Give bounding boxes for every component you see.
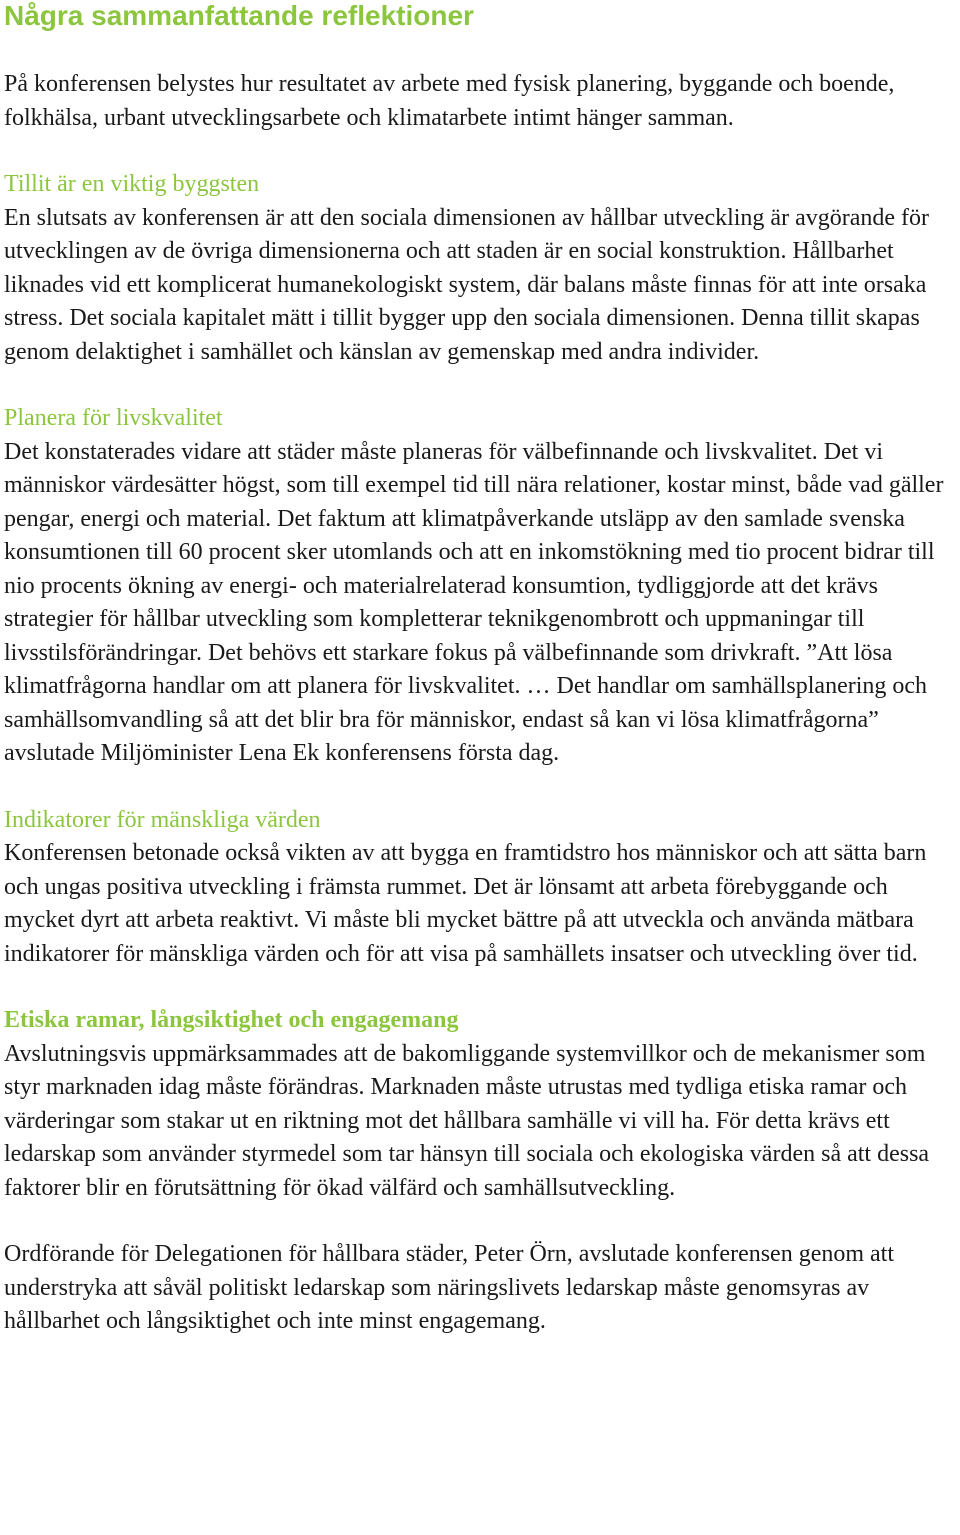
section-body-livskvalitet: Det konstaterades vidare att städer måste planeras för välbefinnande och livskvalitet. Det vi människor värdesätter högst, som till exempel tid till nära relationer, kostar minst, både vad gäller pengar, energi och material. Det faktum att klimatpåverkande utsläpp av den samlade svenska konsumtionen till 60 procent sker utomlands och att en inkomstökning med tio procent bidrar till nio procents ökning av energi- och materialrelaterad konsumtion, tydliggjorde att det krävs strategier för hållbar utveckling som kompletterar teknikgenombrott och uppmaningar till livsstilsförändringar. Det behövs ett starkare fokus på välbefinnande som drivkraft. ”Att lösa klimatfrågorna handlar om att planera för livskvalitet. … Det handlar om samhällsplanering och samhällsomvandling så att det blir bra för människor, endast så kan vi lösa klimatfrågorna” avslutade Miljöminister Lena Ek konferensens första dag. xyxy=(4,438,944,766)
section-body-tillit: En slutsats av konferensen är att den sociala dimensionen av hållbar utveckling är avgörande för utvecklingen av de övriga dimensionerna och att staden är en social konstruktion. Hållbarhet liknades vid ett komplicerat humanekologiskt system, där balans måste finnas för att inte orsaka stress. Det sociala kapitalet mätt i tillit bygger upp den sociala dimensionen. Denna tillit skapas genom delaktighet i samhället och känslan av gemenskap med andra individer. xyxy=(4,204,930,365)
section-indikatorer xyxy=(4,804,959,972)
section-tillit xyxy=(4,168,959,369)
section-heading-livskvalitet: Planera för livskvalitet xyxy=(4,405,223,431)
closing-paragraph: Ordförande för Delegationen för hållbara städer, Peter Örn, avslutade konferensen genom att understryka att såväl politiskt ledarskap som näringslivets ledarskap måste genomsyras av hållbarhet och långsiktighet och inte minst engagemang. xyxy=(4,1241,895,1334)
section-heading-indikatorer: Indikatorer för mänskliga värden xyxy=(4,806,321,833)
section-livskvalitet xyxy=(4,402,959,771)
page-title: Några sammanfattande reflektioner xyxy=(4,0,474,31)
section-heading-tillit: Tillit är en viktig byggsten xyxy=(4,171,260,197)
intro-paragraph: På konferensen belystes hur resultatet av arbete med fysisk planering, byggande och boende, folkhälsa, urbant utvecklingsarbete och klimatarbete intimt hänger samman. xyxy=(4,71,895,131)
section-body-etiska-ramar: Avslutningsvis uppmärksammades att de bakomliggande systemvillkor och de mekanismer som styr marknaden idag måste förändras. Marknaden måste utrustas med tydliga etiska ramar och värderingar som stakar ut en riktning mot det hållbara samhälle vi vill ha. För detta krävs ett ledarskap som använder styrmedel som tar hänsyn till sociala och ekologiska värden så att dessa faktorer blir en förutsättning för ökad välfärd och samhällsutveckling. xyxy=(4,1040,930,1201)
document-page xyxy=(4,0,959,1339)
section-etiska-ramar xyxy=(4,1004,959,1205)
section-heading-etiska-ramar: Etiska ramar, långsiktighet och engagemang xyxy=(4,1007,459,1033)
section-body-indikatorer: Konferensen betonade också vikten av att bygga en framtidstro hos människor och att sätta barn och ungas positiva utveckling i främsta rummet. Det är lönsamt att arbeta förebyggande och mycket dyrt att arbeta reaktivt. Vi måste bli mycket bättre på att utveckla och använda mätbara indikatorer för mänskliga värden och för att visa på samhällets insatser och utveckling över tid. xyxy=(4,840,927,967)
